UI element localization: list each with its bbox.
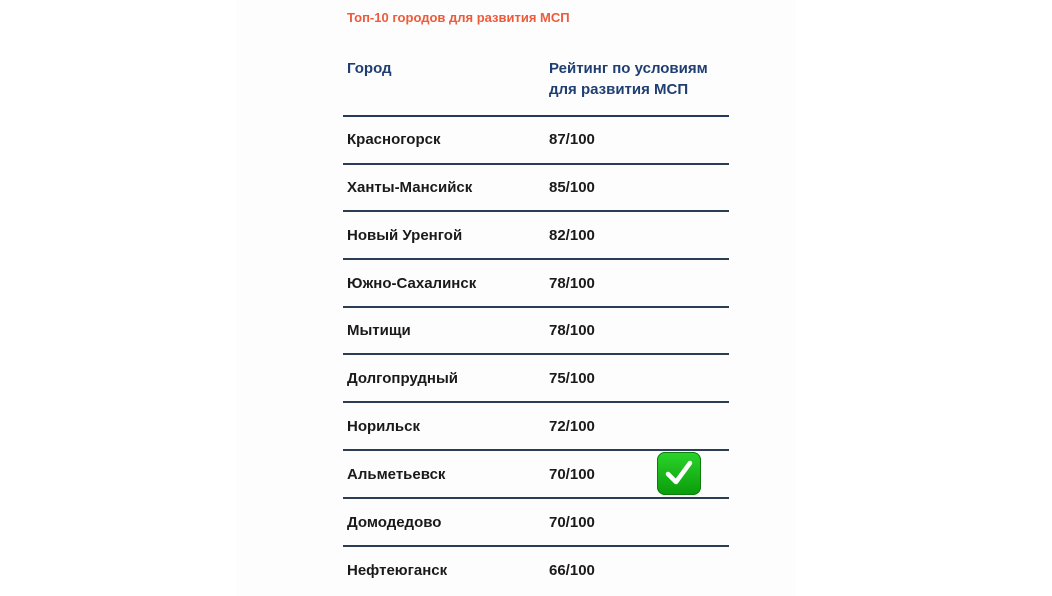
- document-title: Топ-10 городов для развития МСП: [347, 10, 570, 25]
- table-row: [347, 212, 727, 260]
- city-name: Нефтеюганск: [347, 562, 448, 579]
- city-name: Норильск: [347, 418, 420, 435]
- column-header-city: Город: [347, 60, 392, 77]
- city-score: 87/100: [549, 131, 595, 148]
- city-score: 78/100: [549, 275, 595, 292]
- city-score: 70/100: [549, 466, 595, 483]
- city-score: 82/100: [549, 227, 595, 244]
- column-header-rating-line2: для развития МСП: [549, 81, 689, 98]
- table-row: [347, 116, 727, 164]
- column-header-rating-line1: Рейтинг по условиям: [549, 60, 708, 77]
- city-name: Мытищи: [347, 322, 411, 339]
- table-row: [347, 355, 727, 403]
- table-row: [347, 164, 727, 212]
- city-score: 78/100: [549, 322, 595, 339]
- table-row: [347, 403, 727, 451]
- column-header-rating: [549, 58, 749, 100]
- table-row: [347, 260, 727, 308]
- city-name: Красногорск: [347, 131, 441, 148]
- city-name: Ханты-Мансийск: [347, 179, 473, 196]
- table-row: [347, 499, 727, 547]
- city-score: 75/100: [549, 370, 595, 387]
- city-name: Долгопрудный: [347, 370, 459, 387]
- city-name: Домодедово: [347, 514, 442, 531]
- city-score: 66/100: [549, 562, 595, 579]
- city-name: Альметьевск: [347, 466, 446, 483]
- city-score: 70/100: [549, 514, 595, 531]
- table-row: [347, 307, 727, 355]
- city-score: 85/100: [549, 179, 595, 196]
- city-name: Южно-Сахалинск: [347, 275, 477, 292]
- city-score: 72/100: [549, 418, 595, 435]
- check-mark-icon: [657, 452, 701, 495]
- table-row: [347, 547, 727, 595]
- city-name: Новый Уренгой: [347, 227, 463, 244]
